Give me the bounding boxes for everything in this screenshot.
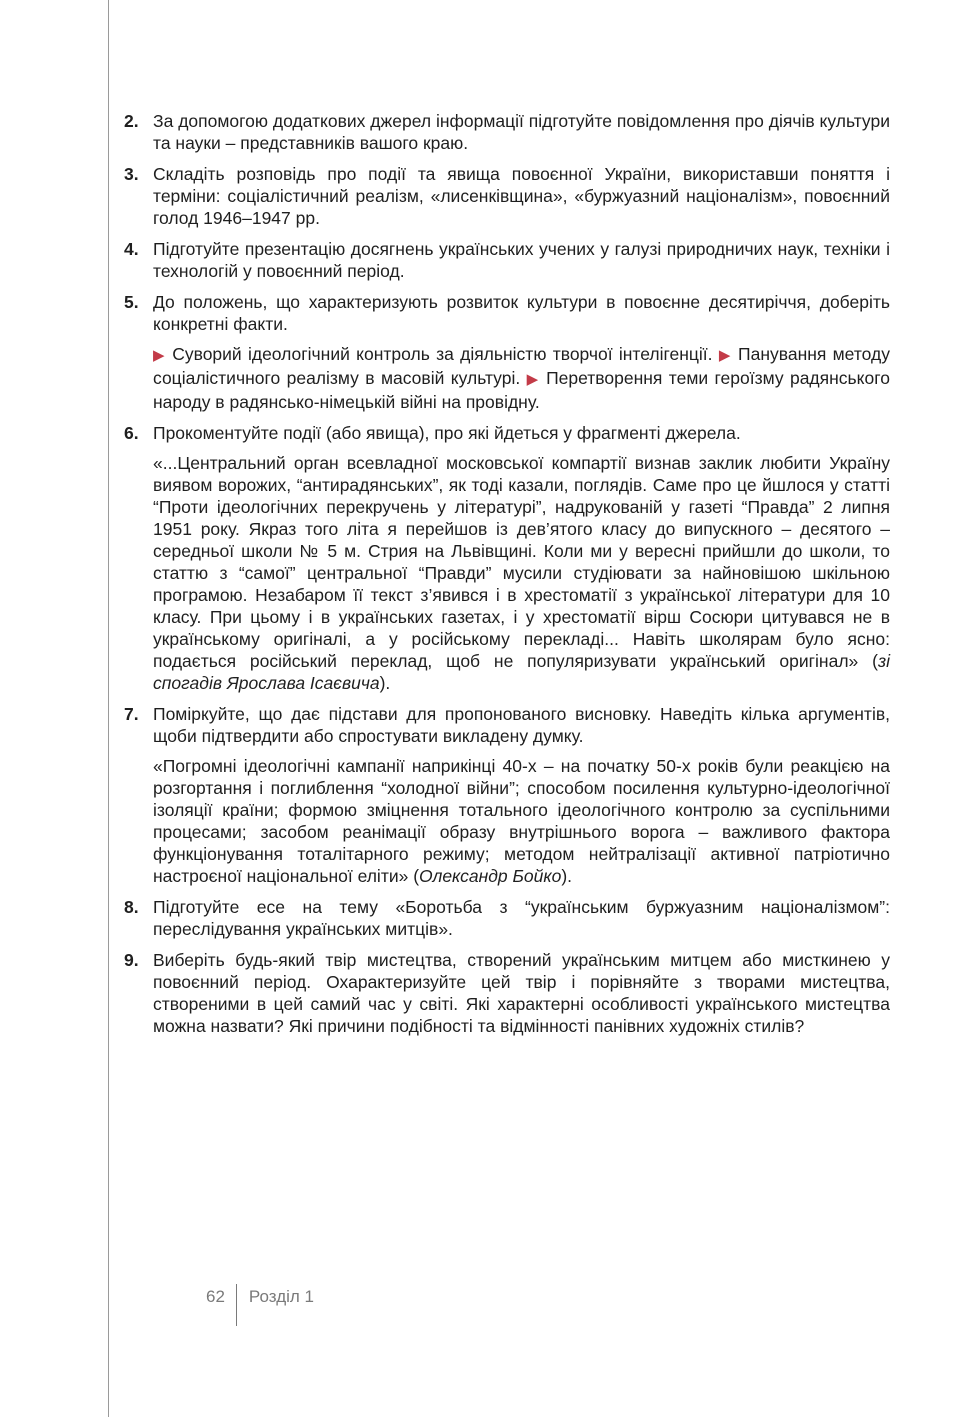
source-quote [153,755,890,887]
task-item [124,703,890,887]
task-body [153,110,890,154]
quote-end: ). [379,673,391,693]
page-footer [206,1284,314,1326]
triangle-bullet-icon: ▶ [526,371,540,388]
footer-divider [236,1284,237,1326]
task-body [153,291,890,413]
task-number: 7. [124,704,139,724]
task-text: Підготуйте есе на тему «Боротьба з “українським буржуазним націоналізмом”: переслідування українських митців». [153,897,890,939]
quote-source: Олександр Бойко [419,866,562,886]
task-body [153,238,890,282]
task-item [124,110,890,154]
task-body [153,949,890,1037]
task-number: 4. [124,239,139,259]
task-body [153,422,890,694]
task-text: Підготуйте презентацію досягнень українських учених у галузі природничих наук, техніки і технологій у повоєнний період. [153,239,890,281]
task-item [124,949,890,1037]
fact-item: Панування методу соціалістичного реалізму в масовій культурі. [153,344,890,388]
triangle-bullet-icon: ▶ [718,347,732,364]
triangle-bullet-icon: ▶ [153,347,166,364]
task-number: 3. [124,164,139,184]
quote-end: ). [561,866,573,886]
task-text: Складіть розповідь про події та явища повоєнної України, використавши поняття і терміни: соціалістичний реалізм, «лисенківщина», «буржуазний націоналізм», повоєнний голод 1946–1947 рр. [153,164,890,228]
task-body [153,896,890,940]
task-item [124,896,890,940]
quote-source: зі спогадів Ярослава Ісаєвича [153,651,890,693]
task-text: До положень, що характеризують розвиток культури в повоєнне десятиріччя, доберіть конкретні факти. [153,292,890,334]
task-list [124,110,890,1046]
task-number: 5. [124,292,139,312]
section-label: Розділ 1 [248,1287,314,1306]
task-item [124,291,890,413]
page-number: 62 [206,1287,225,1306]
source-quote [153,452,890,694]
task-number: 8. [124,897,139,917]
task-item [124,163,890,229]
task-body [153,163,890,229]
fact-item: Перетворення теми героїзму радянського народу в радянсько-німецькій війні на провідну. [153,368,890,412]
task-text: Виберіть будь-який твір мистецтва, створений українським митцем або мисткинею у повоєнний період. Охарактеризуйте цей твір і порівняйте з творами мистецтва, створеними в цей самий час у світі. Які характерні особливості українського мистецтва можна назвати? Які причини подібності та відмінності панівних художніх стилів? [153,950,890,1036]
page-margin-rule [108,0,109,1417]
task-number: 6. [124,423,139,443]
task-text: Поміркуйте, що дає підстави для пропонованого висновку. Наведіть кілька аргументів, щоби підтвердити або спростувати викладену думку. [153,704,890,746]
quote-text: «Погромні ідеологічні кампанії наприкінці 40-х – на початку 50-х років були реакцією на розгортання і поглиблення “холодної війни”; способом посилення культурно-ідеологічної ізоляції країни; формою зміцнення тотального ідеологічного контролю за суспільними процесами; засобом реанімації образу внутрішнього ворога – важливого фактора функціонування тоталітарного режиму; методом нейтралізації активної патріотично настроєної національної еліти» ( [153,756,890,886]
task-body [153,703,890,887]
task-item [124,238,890,282]
task-text: За допомогою додаткових джерел інформації підготуйте повідомлення про діячів культури та науки – представників вашого краю. [153,111,890,153]
task-number: 9. [124,950,139,970]
task-item [124,422,890,694]
fact-item: Суворий ідеологічний контроль за діяльністю творчої інтелігенції. [172,344,713,364]
task-text: Прокоментуйте події (або явища), про які йдеться у фрагменті джерела. [153,423,741,443]
task-number: 2. [124,111,139,131]
quote-text: «...Центральний орган всевладної московської компартії визнав заклик любити Україну виявом ворожих, “антирадянських”, як тоді казали, поглядів. Саме про це йшлося у статті “Проти ідеологічних перекручень у літературі”, надрукованій у газеті “Правда” 2 липня 1951 року. Якраз того літа я перейшов із дев’ятого класу до випускного – десятого – середньої школи № 5 м. Стрия на Львівщині. Коли ми у вересні прийшли до школи, то статтю з “самої” центральної “Правди” мусили студіювати за найновішою шкільною програмою. Незабаром її текст з’явився і в хрестоматії з української літератури для 10 класу. При цьому і в українських газетах, і у хрестоматії вірш Сосюри цитувався не в українському оригіналі, а у російському перекладі... Навіть школярам було ясно: подається російський переклад, щоб не популяризувати український оригінал» ( [153,453,890,671]
fact-list [153,343,890,413]
